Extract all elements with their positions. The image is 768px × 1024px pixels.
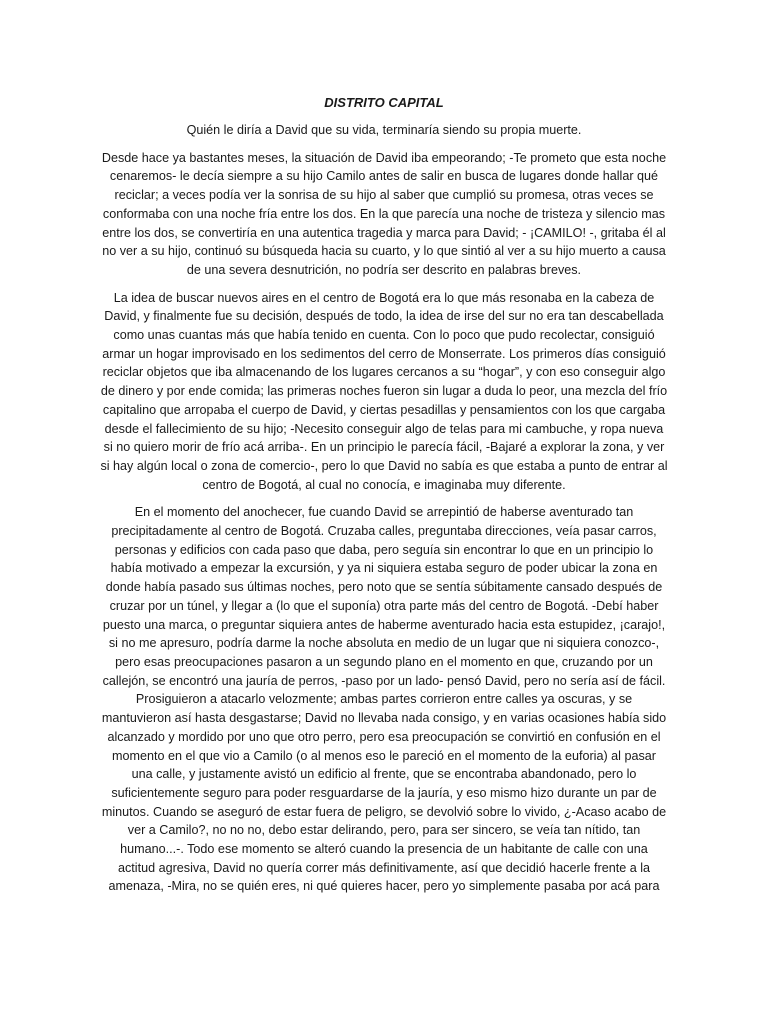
paragraph-bogota-idea: La idea de buscar nuevos aires en el centro de Bogotá era lo que más resonaba en la cabeza de David, y finalmente fue su decisión, después de todo, la idea de irse del sur no era tan descabellada como unas cuantas más que había tenido en cuenta. Con lo poco que pudo recolectar, consiguió armar un hogar improvisado en los sedimentos del cerro de Monserrate. Los primeros días consiguió reciclar objetos que iba almacenando de los lugares cercanos a su “hogar”, y con eso conseguir algo de dinero y por ende comida; las primeras noches fueron sin lugar a duda lo peor, una mezcla del frío capitalino que arropaba el cuerpo de David, y ciertas pesadillas y pensamientos con los que cargaba desde el fallecimiento de su hijo; -Necesito conseguir algo de telas para mi cambuche, y ropa nueva si no quiero morir de frío acá arriba-. En un principio le parecía fácil, -Bajaré a explorar la zona, y ver si hay algún local o zona de comercio-, pero lo que David no sabía es que estaba a punto de entrar al centro de Bogotá, al cual no conocía, e imaginaba muy diferente.: [100, 290, 668, 492]
paragraph-intro: Quién le diría a David que su vida, terminaría siendo su propia muerte.: [186, 123, 582, 137]
paragraph-nightfall: En el momento del anochecer, fue cuando David se arrepintió de haberse aventurado tan precipitadamente al centro de Bogotá. Cruzaba calles, preguntaba direcciones, veía pasar carros, personas y edificios con cada paso que daba, pero seguía sin encontrar lo que en un principio lo había motivado a empezar la excursión, y ya ni siquiera estaba seguro de poder ubicar la zona en donde había pasado sus últimas noches, pero noto que se sentía súbitamente cansado después de cruzar por un túnel, y llegar a (lo que el suponía) otra parte más del centro de Bogotá. -Debí haber puesto una marca, o preguntar siquiera antes de haberme aventurado hacia esta estupidez, ¡carajo!, si no me apresuro, podría darme la noche absoluta en medio de un lugar que ni siquiera conozco-, pero esas preocupaciones pasaron a un segundo plano en el momento en que, cruzando por un callejón, se encontró una jauría de perros, -paso por un lado- pensó David, pero no sería así de fácil. Prosiguieron a atacarlo velozmente; ambas partes corrieron entre calles ya oscuras, y se mantuvieron así hasta desgastarse; David no llevaba nada consigo, y en varias ocasiones había sido alcanzado y mordido por uno que otro perro, pero esa preocupación se convirtió en confusión en el momento en el que vio a Camilo (o al menos eso le pareció en el momento de la euforia) al pasar una calle, y justamente avistó un edificio al frente, que se encontraba abandonado, pero lo suficientemente seguro para poder resguardarse de la jauría, y eso mismo hizo durante un par de minutos. Cuando se aseguró de estar fuera de peligro, se devolvió sobre lo vivido, ¿-Acaso acabo de ver a Camilo?, no no no, debo estar delirando, pero, para ser sincero, se veía tan nítido, tan humano...-. Todo ese momento se alteró cuando la presencia de un habitante de calle con una actitud agresiva, David no quería correr más definitivamente, así que decidió hacerle frente a la amenaza, -Mira, no se quién eres, ni qué quieres hacer, pero yo simplemente pasaba por acá para: [101, 505, 667, 894]
document-title: DISTRITO CAPITAL: [324, 95, 444, 110]
paragraph-situation: Desde hace ya bastantes meses, la situación de David iba empeorando; -Te prometo que esta noche cenaremos- le decía siempre a su hijo Camilo antes de salir en busca de lugares donde hallar qué reciclar; a veces podía ver la sonrisa de su hijo al saber que cumplió su promesa, otras veces se conformaba con una noche fría entre los dos. En la que parecía una noche de tristeza y silencio mas entre los dos, se convertiría en una autentica tragedia y marca para David; - ¡CAMILO! -, gritaba él al no ver a su hijo, continuó su búsqueda hacia su cuarto, y lo que sintió al ver a su hijo muerto a causa de una severa desnutrición, no podría ser descrito en palabras breves.: [101, 150, 667, 277]
